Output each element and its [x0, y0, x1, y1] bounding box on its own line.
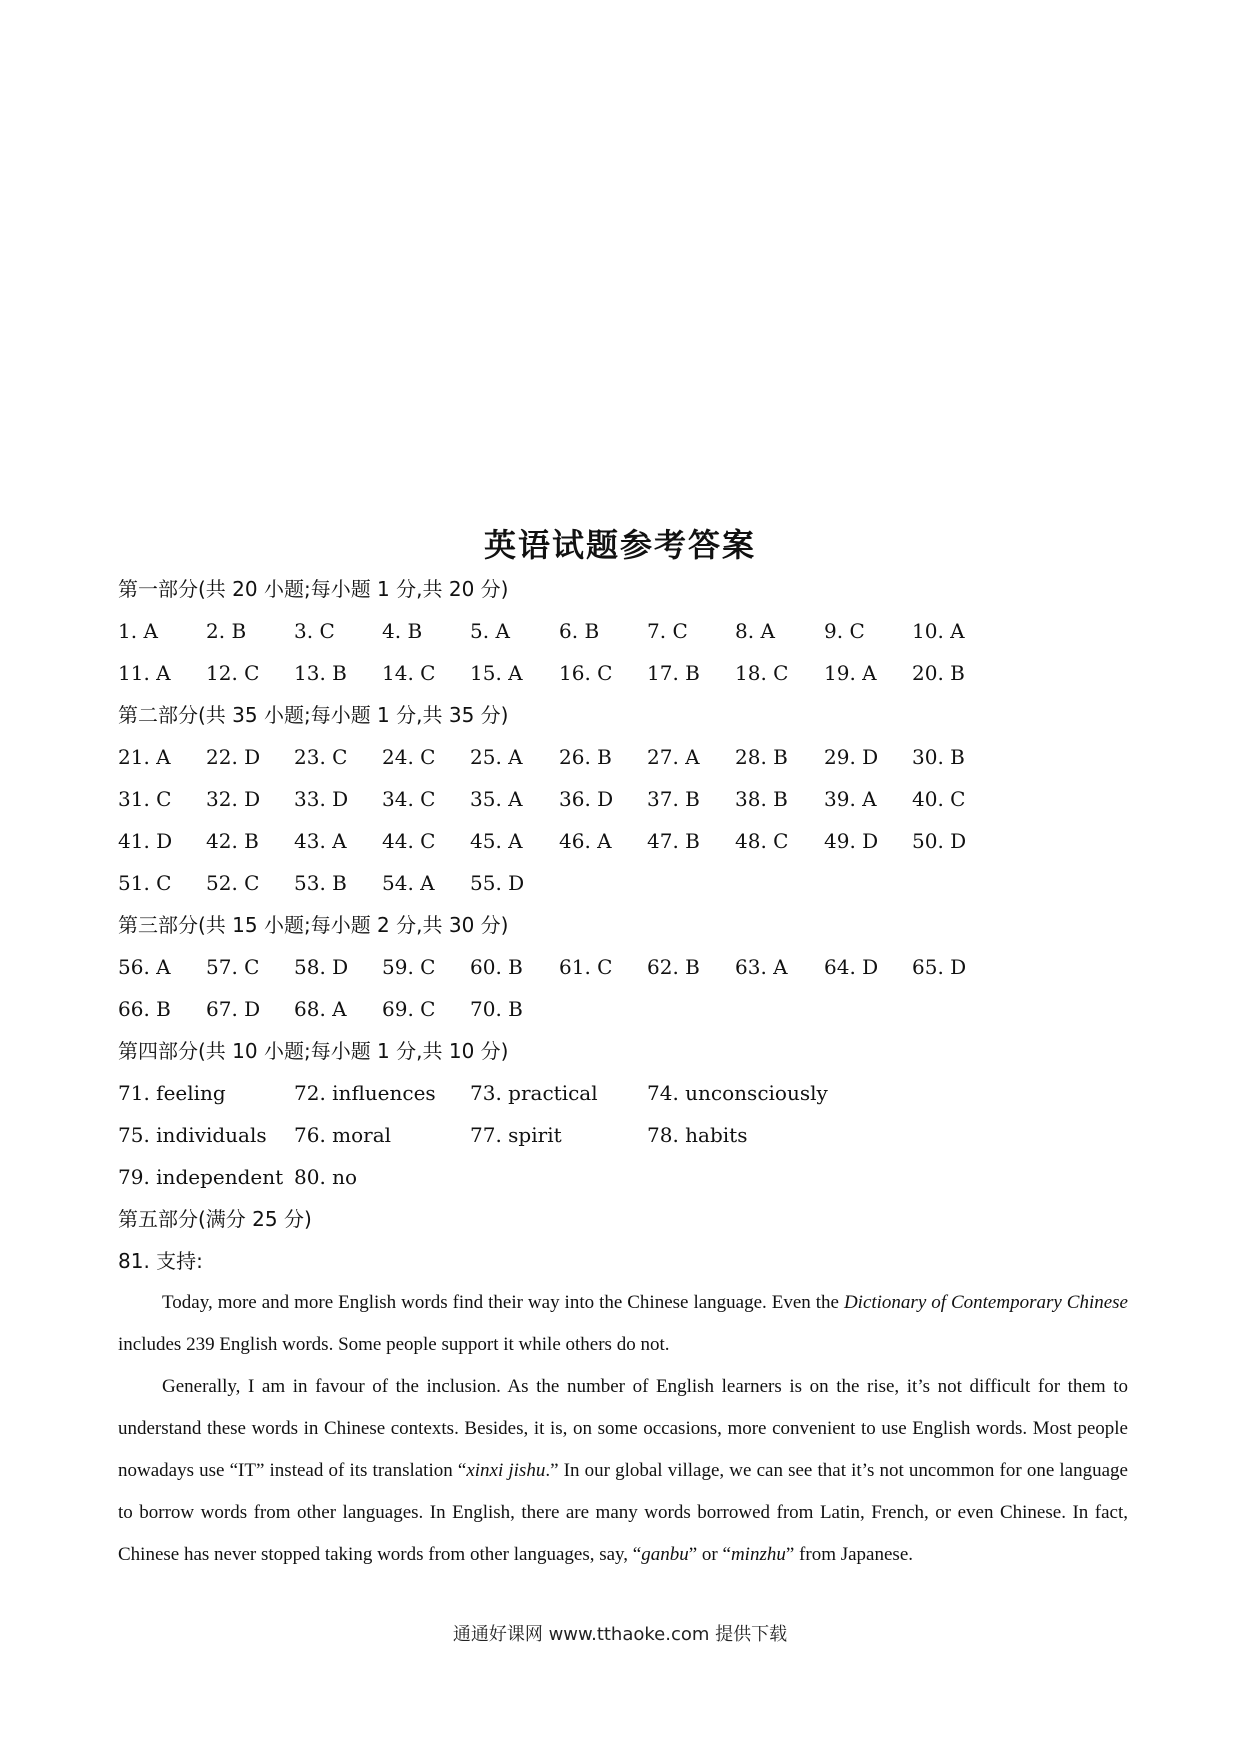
- answer-item: 60. B: [470, 955, 523, 979]
- answer-item: 15. A: [470, 661, 523, 685]
- answer-item: 58. D: [294, 955, 349, 979]
- italic-term: Dictionary of Contemporary Chinese: [843, 1292, 1128, 1313]
- answer-item: 28. B: [735, 745, 788, 769]
- answer-item: 22. D: [206, 745, 261, 769]
- answer-item: 16. C: [559, 661, 613, 685]
- answer-item: 41. D: [118, 829, 173, 853]
- italic-term: xinxi jishu: [466, 1460, 546, 1481]
- answer-item: 33. D: [294, 787, 349, 811]
- answer-item: 51. C: [118, 871, 172, 895]
- section-heading: 第三部分(共 15 小题;每小题 2 分,共 30 分): [118, 913, 509, 937]
- section-heading: 第四部分(共 10 小题;每小题 1 分,共 10 分): [118, 1039, 509, 1063]
- answer-item: 67. D: [206, 997, 261, 1021]
- answer-item: 5. A: [470, 619, 510, 643]
- answer-item: 46. A: [559, 829, 612, 853]
- answer-item: 37. B: [647, 787, 700, 811]
- answer-item: 47. B: [647, 829, 700, 853]
- answer-item: 66. B: [118, 997, 171, 1021]
- answer-item: 32. D: [206, 787, 261, 811]
- answer-row: [118, 1156, 1128, 1198]
- answer-item: 52. C: [206, 871, 260, 895]
- text-run: includes 239 English words. Some people support it while others do not.: [118, 1334, 670, 1355]
- text-run: Generally, I am in favour of the inclusion. As the number of English learners is on the rise, it’s not difficult for them to understand these words in Chinese contexts. Besides, it is, on some occasions, more convenient to use English words. Most people nowadays use “IT” instead of its translation “: [118, 1376, 1128, 1481]
- answer-item: 10. A: [912, 619, 965, 643]
- answer-item: 80. no: [294, 1165, 358, 1189]
- answer-item: 45. A: [470, 829, 523, 853]
- answer-item: 4. B: [382, 619, 423, 643]
- answer-item: 9. C: [824, 619, 865, 643]
- answer-item: 65. D: [912, 955, 967, 979]
- essay-paragraph1: [118, 1282, 1128, 1366]
- answer-item: 13. B: [294, 661, 347, 685]
- page-title: 英语试题参考答案: [483, 526, 756, 564]
- answer-item: 69. C: [382, 997, 436, 1021]
- text-run: ” from Japanese.: [785, 1544, 913, 1565]
- answer-item: 71. feeling: [118, 1081, 226, 1105]
- answer-item: 21. A: [118, 745, 171, 769]
- answer-item: 44. C: [382, 829, 436, 853]
- answer-item: 50. D: [912, 829, 967, 853]
- text-run: Today, more and more English words find their way into the Chinese language. Even the: [162, 1292, 844, 1313]
- answer-item: 73. practical: [470, 1081, 598, 1105]
- answer-row: [118, 820, 1128, 862]
- answer-item: 61. C: [559, 955, 613, 979]
- answer-item: 68. A: [294, 997, 347, 1021]
- essay-paragraph2: [118, 1366, 1128, 1576]
- answer-item: 38. B: [735, 787, 788, 811]
- answer-item: 2. B: [206, 619, 247, 643]
- answer-row: [118, 736, 1128, 778]
- answer-content: [118, 568, 1128, 1576]
- answer-row: [118, 946, 1128, 988]
- answer-item: 55. D: [470, 871, 525, 895]
- answer-item: 70. B: [470, 997, 523, 1021]
- answer-item: 30. B: [912, 745, 965, 769]
- answer-item: 63. A: [735, 955, 788, 979]
- answer-item: 53. B: [294, 871, 347, 895]
- section-heading: 第一部分(共 20 小题;每小题 1 分,共 20 分): [118, 577, 509, 601]
- answer-item: 78. habits: [647, 1123, 748, 1147]
- answer-item: 24. C: [382, 745, 436, 769]
- answer-item: 62. B: [647, 955, 700, 979]
- answer-item: 77. spirit: [470, 1123, 562, 1147]
- answer-item: 7. C: [647, 619, 688, 643]
- essay-prompt: 81. 支持:: [118, 1249, 203, 1273]
- answer-item: 64. D: [824, 955, 879, 979]
- answer-item: 8. A: [735, 619, 775, 643]
- answer-item: 42. B: [206, 829, 259, 853]
- section-heading: 第二部分(共 35 小题;每小题 1 分,共 35 分): [118, 703, 509, 727]
- answer-item: 34. C: [382, 787, 436, 811]
- answer-item: 75. individuals: [118, 1123, 267, 1147]
- italic-term: minzhu: [730, 1544, 786, 1565]
- answer-item: 43. A: [294, 829, 347, 853]
- answer-item: 19. A: [824, 661, 877, 685]
- answer-item: 54. A: [382, 871, 435, 895]
- answer-row: [118, 988, 1128, 1030]
- answer-item: 49. D: [824, 829, 879, 853]
- answer-item: 79. independent: [118, 1165, 284, 1189]
- answer-row: [118, 778, 1128, 820]
- answer-item: 17. B: [647, 661, 700, 685]
- answer-item: 76. moral: [294, 1123, 392, 1147]
- answer-item: 14. C: [382, 661, 436, 685]
- answer-item: 74. unconsciously: [647, 1081, 828, 1105]
- footer-watermark: 通通好课网 www.tthaoke.com 提供下载: [452, 1624, 788, 1645]
- answer-item: 11. A: [118, 661, 171, 685]
- answer-item: 1. A: [118, 619, 158, 643]
- answer-item: 6. B: [559, 619, 600, 643]
- answer-item: 48. C: [735, 829, 789, 853]
- answer-item: 35. A: [470, 787, 523, 811]
- answer-row: [118, 1072, 1128, 1114]
- text-run: ” or “: [688, 1544, 731, 1565]
- answer-item: 18. C: [735, 661, 789, 685]
- answer-item: 12. C: [206, 661, 260, 685]
- answer-row: [118, 862, 1128, 904]
- answer-item: 56. A: [118, 955, 171, 979]
- answer-item: 27. A: [647, 745, 700, 769]
- text-run: .” In our global village, we can see that it’s not uncommon for one language to borrow words from other languages. In English, there are many words borrowed from Latin, French, or even Chinese. In fact, Chinese has never stopped taking words from other languages, say, “: [118, 1460, 1128, 1565]
- answer-row: [118, 1114, 1128, 1156]
- answer-item: 72. influences: [294, 1081, 436, 1105]
- answer-item: 20. B: [912, 661, 965, 685]
- answer-item: 3. C: [294, 619, 335, 643]
- answer-item: 31. C: [118, 787, 172, 811]
- answer-item: 23. C: [294, 745, 348, 769]
- answer-row: [118, 610, 1128, 652]
- answer-item: 40. C: [912, 787, 966, 811]
- italic-term: ganbu: [641, 1544, 689, 1565]
- answer-item: 29. D: [824, 745, 879, 769]
- answer-item: 39. A: [824, 787, 877, 811]
- answer-item: 36. D: [559, 787, 614, 811]
- section-heading: 第五部分(满分 25 分): [118, 1207, 312, 1231]
- answer-item: 26. B: [559, 745, 612, 769]
- answer-row: [118, 652, 1128, 694]
- answer-item: 57. C: [206, 955, 260, 979]
- answer-item: 59. C: [382, 955, 436, 979]
- answer-item: 25. A: [470, 745, 523, 769]
